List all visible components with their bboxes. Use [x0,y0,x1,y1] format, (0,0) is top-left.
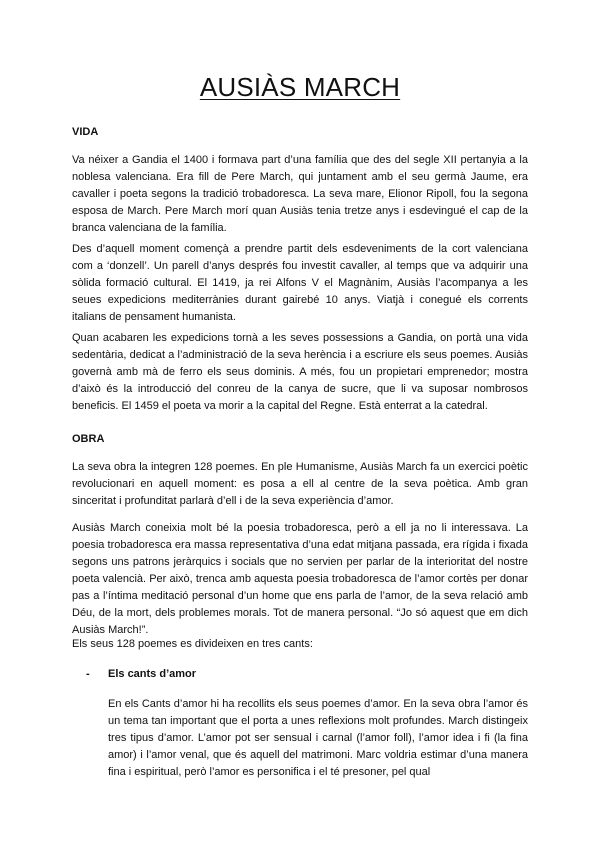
vida-paragraph-1: Va néixer a Gandia el 1400 i formava part d’una família que des del segle XII pertanyia a la noblesa valenciana. Era fill de Pere March, qui juntament amb el seu germà Jaume, era cavaller i poeta segons la tradició trobadoresca. La seva mare, Elionor Ripoll, fou la segona esposa de March. Pere March morí quan Ausiàs tenia tretze anys i esdevingué el cap de la branca valenciana de la família. [72,154,528,234]
section-heading-obra: OBRA [72,433,105,445]
bullet-dash: - [86,668,90,680]
obra-paragraph-1: La seva obra la integren 128 poemes. En ple Humanisme, Ausiàs March fa un exercici poètic revolucionari en aquell moment: es posa a ell al centre de la seva poètica. Amb gran sinceritat i profunditat parlarà d’ell i de la seva experiència d’amor. [72,461,528,507]
obra-paragraph-2: Ausiàs March coneixia molt bé la poesia trobadoresca, però a ell ja no li interessava. La poesia trobadoresca era massa representativa d’una edat mitjana passada, era rígida i fixada segons uns patrons jeràrquics i socials que no servien per parlar de la interioritat del nostre poeta valencià. Per això, trenca amb aquesta poesia trobadoresca de l’amor cortès per donar pas a l’íntima meditació personal d’un home que ens parla de l’amor, de la seva relació amb Déu, de la mort, dels problemes morals. Tot de manera personal. “Jo só aquest que em dich Ausiàs March!”. [72,522,528,636]
cants-amor-paragraph: En els Cants d’amor hi ha recollits els seus poemes d’amor. En la seva obra l’amor és un tema tan important que el porta a unes reflexions molt profundes. March distingeix tres tipus d’amor. L’amor pot ser sensual i carnal (l’amor foll), l’amor idea i fi (la fina amor) i l’amor venal, que és aquell del matrimoni. Marc voldria estimar d’una manera fina i espiritual, però l’amor es personifica i el té presoner, pel qual [108,698,528,778]
list-item-label: Els cants d’amor [108,668,197,680]
obra-paragraph-3: Els seus 128 poemes es divideixen en tres cants: [72,638,313,650]
vida-paragraph-2: Des d’aquell moment començà a prendre partit dels esdeveniments de la cort valenciana com a ‘donzell’. Un parell d’anys després fou investit cavaller, al temps que va adquirir una sòlida formació cultural. El 1419, ja rei Alfons V el Magnànim, Ausiàs l’acompanya a les seues expedicions mediterrànies durant gairebé 10 anys. Viatjà i conegué els corrents italians de pensament humanista. [72,243,528,323]
page-title: AUSIÀS MARCH [199,72,401,102]
section-heading-vida: VIDA [72,126,99,138]
vida-paragraph-3: Quan acabaren les expedicions tornà a les seves possessions a Gandia, on portà una vida sedentària, dedicat a l’administració de la seva herència i a escriure els seus poemes. Ausiàs governà amb mà de ferro els seus dominis. A més, fou un propietari emprenedor; mostra d’això és la introducció del conreu de la canya de sucre, que li va suposar nombrosos beneficis. El 1459 el poeta va morir a la capital del Regne. Està enterrat a la catedral. [72,332,528,412]
